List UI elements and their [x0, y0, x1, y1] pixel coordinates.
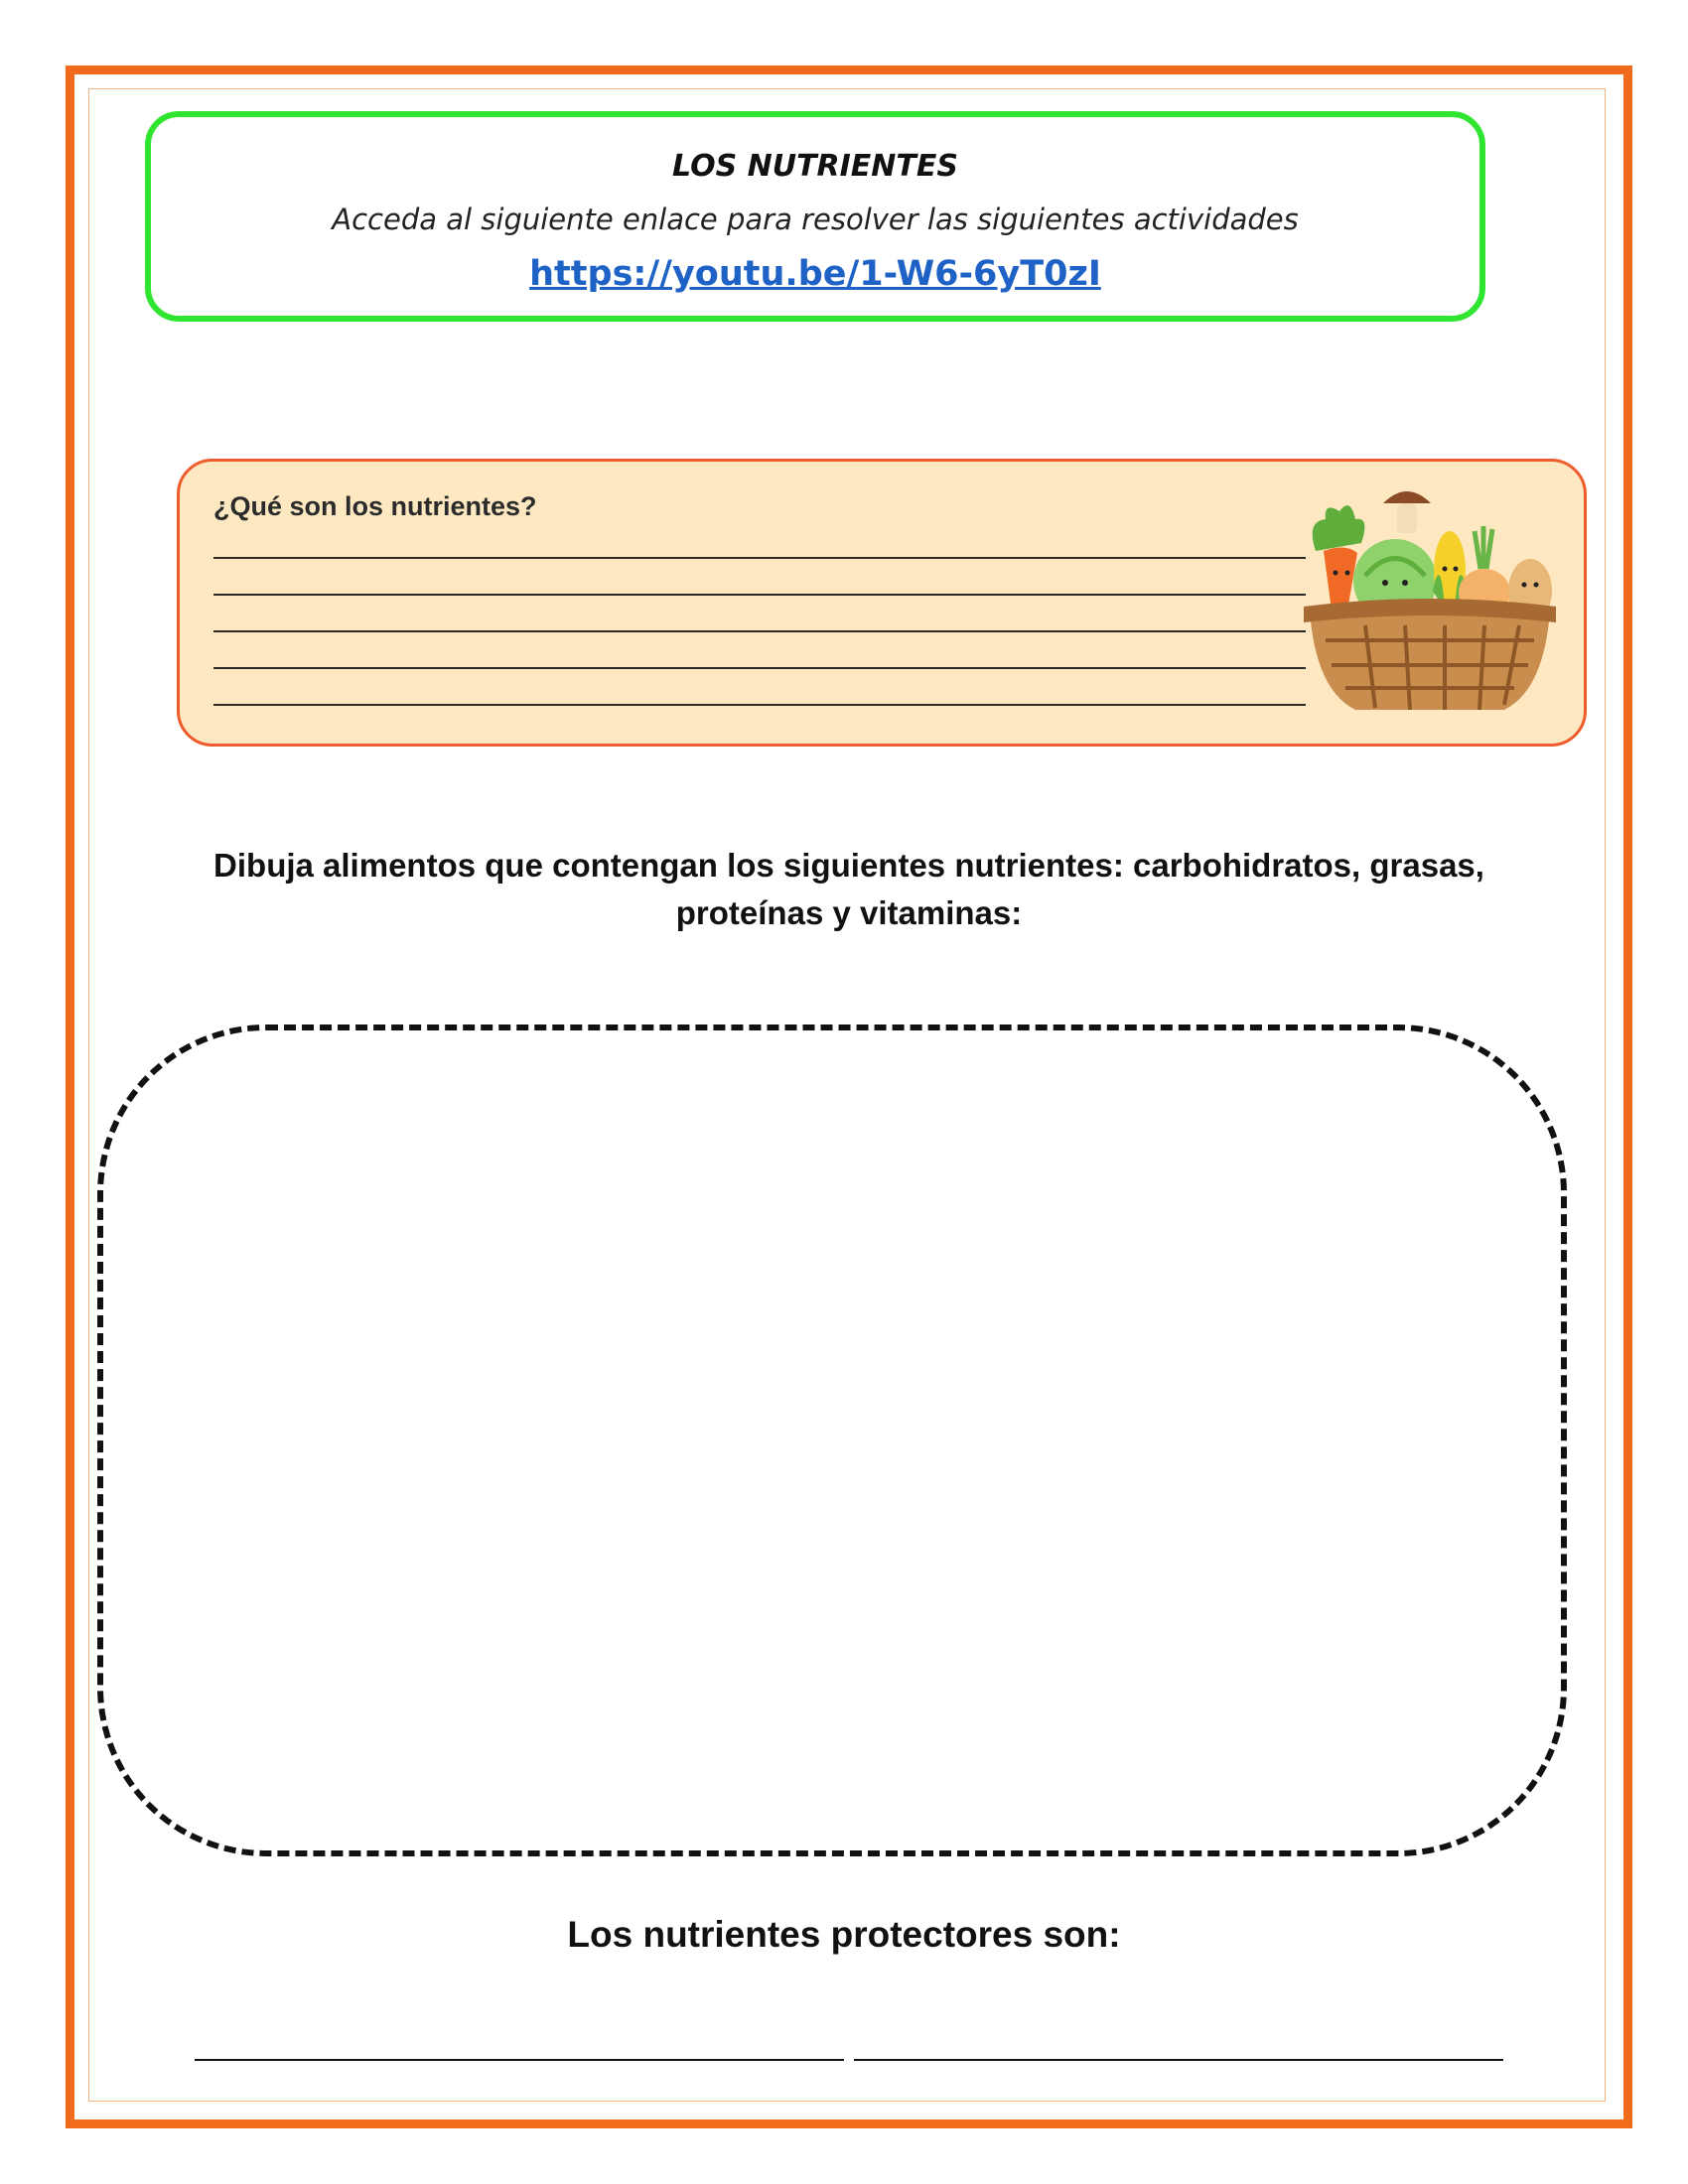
- drawing-area[interactable]: [97, 1024, 1567, 1856]
- protective-nutrients-label: Los nutrientes protectores son:: [567, 1914, 1121, 1955]
- header-box: [145, 111, 1485, 322]
- instructions-text: Acceda al siguiente enlace para resolver las siguientes actividades: [332, 203, 1299, 236]
- answer-blank-2[interactable]: [854, 2059, 1503, 2061]
- answer-line[interactable]: [213, 557, 1306, 559]
- video-link[interactable]: https://youtu.be/1-W6-6yT0zI: [529, 254, 1101, 294]
- instruction-line-1: Dibuja alimentos que contengan los siguientes nutrientes: carbohidratos, grasas,: [213, 847, 1484, 884]
- answer-blank-1[interactable]: [195, 2059, 844, 2061]
- vegetable-basket-icon: [1296, 481, 1564, 720]
- page-title: LOS NUTRIENTES: [672, 149, 958, 184]
- answer-line[interactable]: [213, 630, 1306, 632]
- instruction-line-2: proteínas y vitaminas:: [675, 894, 1023, 931]
- answer-line[interactable]: [213, 594, 1306, 596]
- question-label: ¿Qué son los nutrientes?: [213, 491, 537, 521]
- drawing-instruction: [129, 842, 1569, 937]
- answer-line[interactable]: [213, 704, 1306, 706]
- question-card: [177, 459, 1587, 747]
- answer-line[interactable]: [213, 667, 1306, 669]
